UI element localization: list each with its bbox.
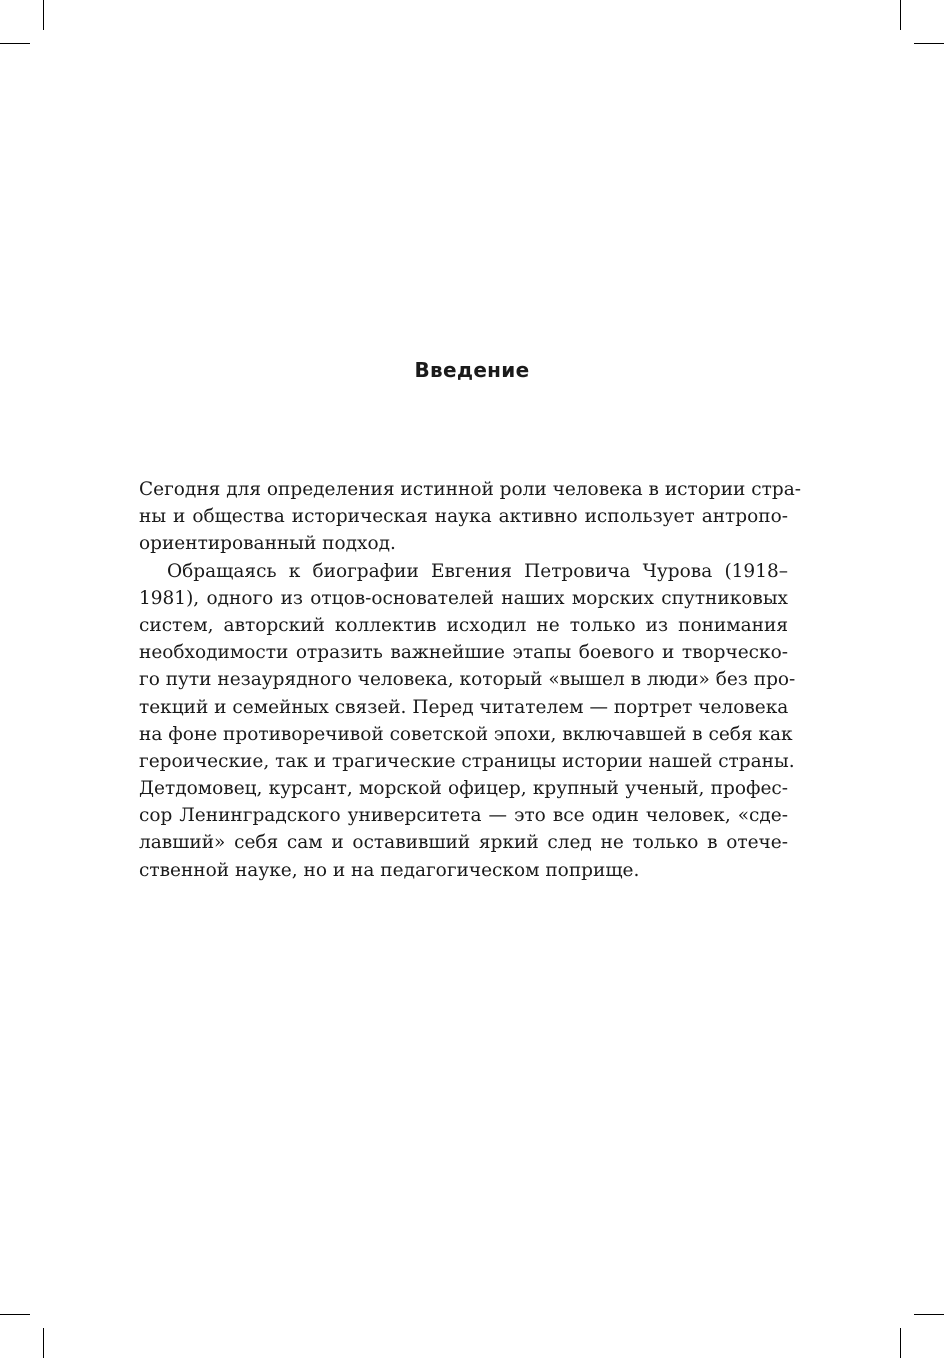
- page-title: Введение: [414, 358, 530, 382]
- text-line: героические, так и трагические страницы истории нашей страны.: [139, 750, 795, 772]
- text-line: ны и общества историческая наука активно использует антропо-: [139, 506, 788, 528]
- text-line: необходимости отразить важнейшие этапы боевого и творческо-: [139, 642, 788, 664]
- crop-mark-bottom-right-horizontal: [914, 1314, 944, 1315]
- text-line: текций и семейных связей. Перед читателем — портрет человека: [139, 696, 789, 718]
- crop-mark-bottom-left-vertical: [43, 1328, 44, 1358]
- crop-mark-bottom-right-vertical: [900, 1328, 901, 1358]
- body-text: [139, 476, 801, 884]
- paragraph-1: [139, 476, 801, 558]
- crop-mark-bottom-left-horizontal: [0, 1314, 30, 1315]
- text-line: сор Ленинградского университета — это все один человек, «сде-: [139, 805, 788, 827]
- text-line: го пути незаурядного человека, который «вышел в люди» без про-: [139, 669, 796, 691]
- text-line: лавший» себя сам и оставивший яркий след не только в отече-: [139, 832, 788, 854]
- crop-mark-top-left-vertical: [43, 0, 44, 30]
- text-line: Детдомовец, курсант, морской офицер, крупный ученый, профес-: [139, 778, 788, 800]
- text-line: ственной науке, но и на педагогическом поприще.: [139, 859, 640, 881]
- text-line: 1981), одного из отцов-основателей наших морских спутниковых: [139, 587, 788, 609]
- crop-mark-top-right-horizontal: [914, 43, 944, 44]
- text-line: Сегодня для определения истинной роли человека в истории стра-: [139, 479, 801, 500]
- crop-mark-top-right-vertical: [900, 0, 901, 30]
- text-line: Обращаясь к биографии Евгения Петровича Чурова (1918–: [167, 560, 788, 582]
- text-line: систем, авторский коллектив исходил не только из понимания: [139, 614, 788, 636]
- text-line: ориентированный подход.: [139, 533, 396, 555]
- crop-mark-top-left-horizontal: [0, 43, 30, 44]
- text-line: на фоне противоречивой советской эпохи, включавшей в себя как: [139, 723, 793, 745]
- paragraph-2: [139, 558, 796, 884]
